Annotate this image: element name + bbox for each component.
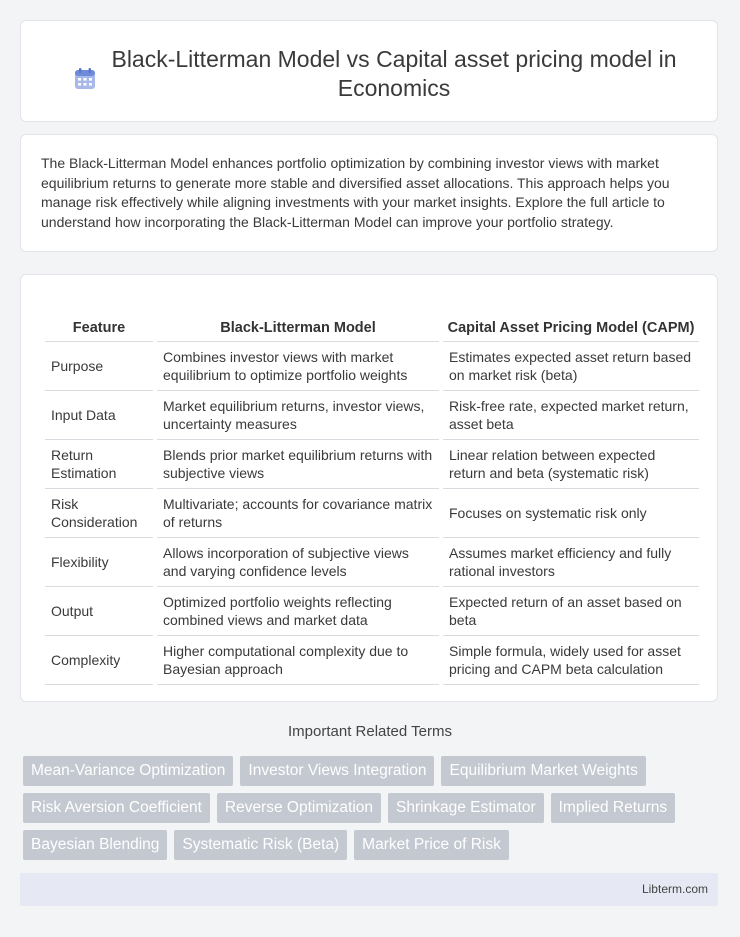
feature-cell: Complexity bbox=[45, 636, 153, 685]
table-row bbox=[45, 538, 699, 587]
black-litterman-cell: Higher computational complexity due to Bayesian approach bbox=[157, 636, 439, 685]
footer-site-link[interactable]: Libterm.com bbox=[641, 882, 708, 896]
comparison-card bbox=[20, 274, 718, 702]
feature-cell: Purpose bbox=[45, 342, 153, 391]
related-term-tag[interactable]: Reverse Optimization bbox=[217, 793, 381, 823]
feature-cell: Return Estimation bbox=[45, 440, 153, 489]
feature-cell: Flexibility bbox=[45, 538, 153, 587]
table-row bbox=[45, 440, 699, 489]
related-term-tag[interactable]: Shrinkage Estimator bbox=[388, 793, 544, 823]
table-row bbox=[45, 587, 699, 636]
related-term-tag[interactable]: Risk Aversion Coefficient bbox=[23, 793, 210, 823]
feature-cell: Risk Consideration bbox=[45, 489, 153, 538]
black-litterman-cell: Multivariate; accounts for covariance matrix of returns bbox=[157, 489, 439, 538]
header-black-litterman: Black-Litterman Model bbox=[157, 294, 439, 342]
table-row bbox=[45, 489, 699, 538]
related-term-tag[interactable]: Systematic Risk (Beta) bbox=[174, 830, 347, 860]
related-term-tag[interactable]: Mean-Variance Optimization bbox=[23, 756, 233, 786]
related-term-tag[interactable]: Implied Returns bbox=[551, 793, 676, 823]
comparison-table bbox=[41, 294, 703, 685]
footer bbox=[20, 873, 718, 906]
feature-cell: Input Data bbox=[45, 391, 153, 440]
capm-cell: Linear relation between expected return and beta (systematic risk) bbox=[443, 440, 699, 489]
capm-cell: Risk-free rate, expected market return, asset beta bbox=[443, 391, 699, 440]
black-litterman-cell: Combines investor views with market equilibrium to optimize portfolio weights bbox=[157, 342, 439, 391]
related-term-tag[interactable]: Equilibrium Market Weights bbox=[441, 756, 645, 786]
table-row bbox=[45, 391, 699, 440]
title-card bbox=[20, 20, 718, 122]
capm-cell: Simple formula, widely used for asset pricing and CAPM beta calculation bbox=[443, 636, 699, 685]
black-litterman-cell: Optimized portfolio weights reflecting combined views and market data bbox=[157, 587, 439, 636]
related-term-tag[interactable]: Investor Views Integration bbox=[240, 756, 434, 786]
intro-card bbox=[20, 134, 718, 252]
related-term-tag[interactable]: Bayesian Blending bbox=[23, 830, 167, 860]
capm-cell: Expected return of an asset based on beta bbox=[443, 587, 699, 636]
intro-paragraph: The Black-Litterman Model enhances portfolio optimization by combining investor views with market equilibrium returns to generate more stable and diversified asset allocations. This approach helps you manage risk effectively while aligning investments with your market insights. Explore the full article to understand how incorporating the Black-Litterman Model can improve your portfolio strategy. bbox=[41, 155, 670, 230]
header-feature: Feature bbox=[45, 294, 153, 342]
table-row bbox=[45, 636, 699, 685]
page-title: Black-Litterman Model vs Capital asset pricing model in Economics bbox=[111, 46, 677, 101]
capm-cell: Assumes market efficiency and fully rational investors bbox=[443, 538, 699, 587]
black-litterman-cell: Blends prior market equilibrium returns with subjective views bbox=[157, 440, 439, 489]
header-capm: Capital Asset Pricing Model (CAPM) bbox=[443, 294, 699, 342]
black-litterman-cell: Allows incorporation of subjective views and varying confidence levels bbox=[157, 538, 439, 587]
capm-cell: Estimates expected asset return based on market risk (beta) bbox=[443, 342, 699, 391]
related-terms-list bbox=[23, 756, 703, 860]
table-header-row bbox=[45, 294, 699, 342]
related-terms-heading: Important Related Terms bbox=[288, 723, 452, 740]
related-term-tag[interactable]: Market Price of Risk bbox=[354, 830, 509, 860]
feature-cell: Output bbox=[45, 587, 153, 636]
capm-cell: Focuses on systematic risk only bbox=[443, 489, 699, 538]
table-row bbox=[45, 342, 699, 391]
black-litterman-cell: Market equilibrium returns, investor views, uncertainty measures bbox=[157, 391, 439, 440]
